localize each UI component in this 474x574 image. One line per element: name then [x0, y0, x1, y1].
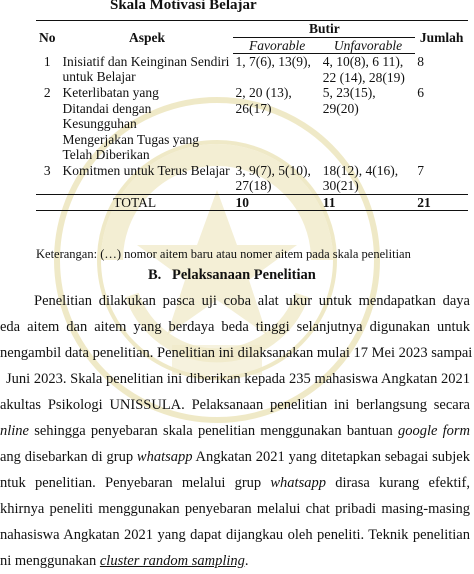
paragraph-line: nahasiswa Angkatan 2021 yang dapat dijangkau oleh peneliti. Teknik penelitian: [0, 527, 470, 543]
italic-whatsapp: whatsapp: [270, 475, 326, 491]
row-unfavorable: 18(12), 4(16), 30(21): [321, 163, 415, 195]
header-unfavorable: Unfavorable: [321, 37, 415, 54]
header-aspek: Aspek: [61, 21, 234, 54]
paragraph-line: Penelitian dilakukan pasca uji coba alat ukur untuk mendapatkan daya: [34, 293, 470, 309]
paragraph-text: sehingga penyebaran skala penelitian menggunakan bantuan: [29, 423, 398, 439]
header-jumlah: Jumlah: [415, 21, 468, 54]
total-label: TOTAL: [36, 194, 233, 211]
row-jumlah: 6: [417, 85, 424, 100]
paragraph-line: eda aitem dan aitem yang berdaya beda tinggi selanjutnya digunakan untuk: [0, 319, 470, 335]
italic-online: nline: [0, 423, 29, 439]
paragraph-line: [0, 470, 470, 496]
italic-google-form: google form: [397, 423, 470, 439]
row-favorable: 1, 7(6), 13(9),: [235, 54, 311, 69]
header-no: No: [36, 21, 61, 54]
paragraph-line: [0, 418, 470, 444]
row-jumlah: 7: [415, 163, 468, 195]
row-no: 2: [43, 85, 51, 100]
paragraph-line: [0, 548, 470, 574]
total-unfavorable: 11: [321, 194, 415, 211]
section-heading: [148, 267, 316, 284]
paragraph-line: nengambil data penelitian. Penelitian ini dilaksanakan mulai 17 Mei 2023 sampai: [0, 345, 473, 361]
row-unfavorable: 4, 10(8), 6 11), 22 (14), 28(19): [322, 54, 405, 85]
row-favorable: 2, 20 (13), 26(17): [235, 85, 292, 116]
row-aspek: Keterlibatan yang Ditandai dengan Kesungguhan Mengerjakan Tugas yang Telah Diberikan: [62, 85, 199, 162]
total-jumlah: 21: [415, 194, 468, 211]
paragraph-line: [0, 444, 470, 470]
table-row: [36, 54, 468, 86]
body-paragraph: [0, 288, 473, 574]
paragraph-line: Juni 2023. Skala penelitian ini diberikan kepada 235 mahasiswa Angkatan 2021: [6, 371, 470, 387]
header-favorable: Favorable: [233, 37, 320, 54]
row-unfavorable: 5, 23(15), 29(20): [322, 85, 376, 116]
italic-whatsapp: whatsapp: [136, 449, 193, 465]
total-favorable: 10: [233, 194, 320, 211]
table-row: [36, 163, 468, 195]
row-favorable: 3, 9(7), 5(10), 27(18): [233, 163, 320, 195]
paragraph-line: khirnya peneliti menggunakan penyebaran melalui chat pribadi masing-masing: [0, 501, 470, 517]
row-no: 3: [36, 163, 61, 195]
table-note: Keterangan: (…) nomor aitem baru atau nomer aitem pada skala penelitian: [36, 247, 411, 261]
paragraph-line: akultas Psikologi UNISSULA. Pelaksanaan penelitian ini berlangsung secara: [0, 397, 470, 413]
paragraph-text: dirasa kurang efektif,: [325, 475, 470, 491]
row-aspek: Inisiatif dan Keinginan Sendiri untuk Belajar: [62, 53, 230, 84]
table-title: Skala Motivasi Belajar: [110, 0, 257, 13]
paragraph-text: Angkatan 2021 yang ditetapkan sebagai subjek: [192, 449, 470, 465]
paragraph-text: ni menggunakan: [0, 553, 100, 569]
row-no: 1: [43, 53, 51, 69]
scale-table: [36, 20, 468, 211]
section-letter: B.: [148, 267, 162, 283]
table-total-row: [36, 194, 468, 211]
paragraph-text: ntuk penelitian. Penyebaran melalui grup: [0, 475, 271, 491]
paragraph-text: .: [244, 553, 249, 569]
table-row: [36, 85, 468, 163]
italic-cluster-random-sampling: cluster random sampling: [99, 553, 245, 569]
header-butir: Butir: [233, 21, 415, 38]
section-title: Pelaksanaan Penelitian: [172, 267, 316, 283]
paragraph-text: ang disebarkan di grup: [0, 449, 137, 465]
row-jumlah: 8: [417, 53, 424, 69]
row-aspek: Komitmen untuk Terus Belajar: [61, 163, 234, 195]
